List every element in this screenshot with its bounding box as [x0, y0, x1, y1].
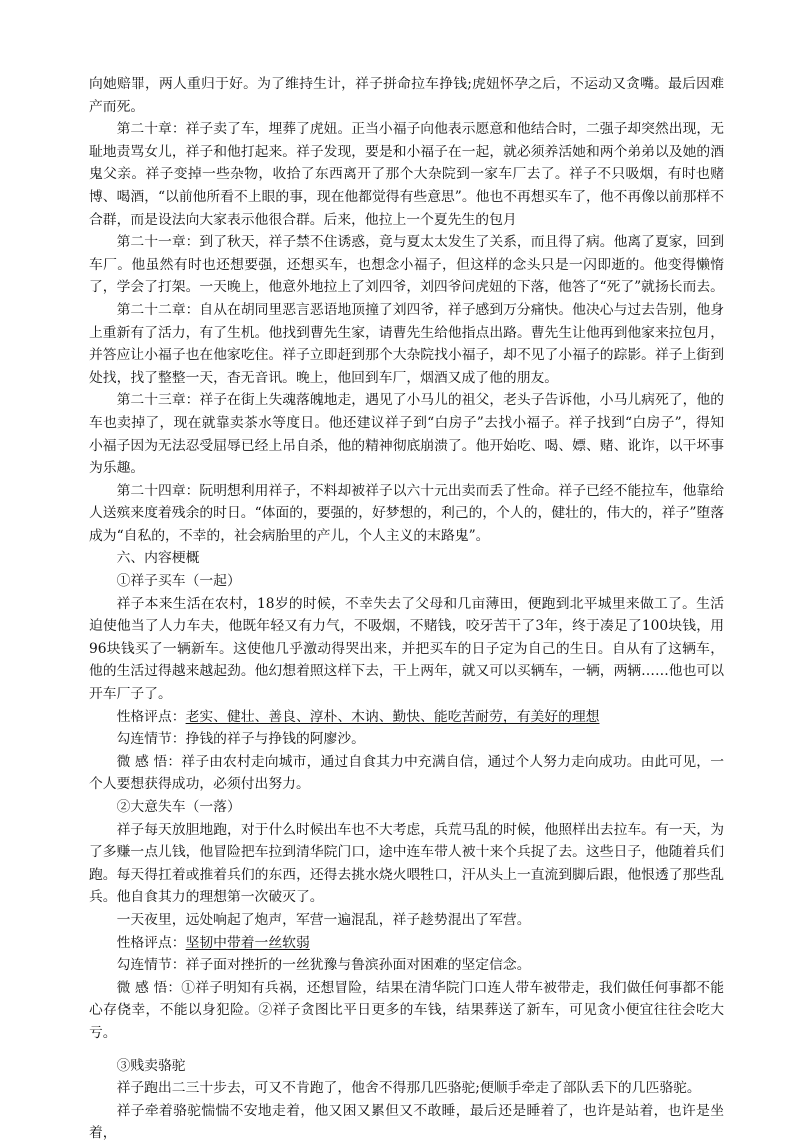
- paragraph-sell-camels: 祥子跑出二三十步去，可又不肯跑了，他舍不得那几匹骆驼;便顺手牵走了部队丢下的几匹骆驼。: [116, 1080, 701, 1097]
- plot-link-value: 挣钱的祥子与挣钱的阿廖沙。: [185, 731, 365, 748]
- character-review-value: 坚韧中带着一丝软弱: [185, 934, 310, 951]
- subsection-title-sell-camels: ③贱卖骆驼: [116, 1057, 186, 1074]
- paragraph-lose-cart: 祥子每天放胆地跑，对于什么时候出车也不大考虑，兵荒马乱的时候，他照样出去拉车。有一天，为了多赚一点儿钱，他冒险把车拉到清华院门口，途中连车带人被十来个兵捉了去。这些日子，他随着兵们跑。每天得扛着或推着兵们的东西，还得去挑水烧火喂牲口，汗从头上一直流到脚后跟，他恨透了那些乱兵。他自食其力的理想第一次破灭了。: [89, 821, 724, 906]
- paragraph-chapter-23: 第二十三章：祥子在街上失魂落魄地走，遇见了小马儿的祖父，老头子告诉他，小马儿病死了，他的车也卖掉了，现在就靠卖茶水等度日。他还建议祥子到“白房子”去找小福子。祥子找到“白房子”，得知小福子因为无法忍受屈辱已经上吊自杀，他的精神彻底崩溃了。他开始吃、喝、嫖、赌、讹诈，以干坏事为乐趣。: [89, 392, 724, 477]
- insight-label: 微 感 悟：: [116, 753, 182, 770]
- character-review-label: 性格评点：: [116, 934, 186, 951]
- insight-2: [89, 977, 724, 1045]
- plot-link-1: [89, 728, 724, 751]
- paragraph-chapter-20: 第二十章：祥子卖了车，埋葬了虎妞。正当小福子向他表示愿意和他结合时，二强子却突然出现，无耻地责骂女儿，祥子和他打起来。祥子发现，要是和小福子在一起，就必须养活她和两个弟弟以及她的酒鬼父亲。祥子变掉一些杂物，收拾了东西离开了那个大杂院到一家车厂去了。祥子不只吸烟，有时也赌博、喝酒，“以前他所看不上眼的事，现在他都觉得有些意思”。他也不再想买车了，他不再像以前那样不合群，而是设法向大家表示他很合群。后来，他拉上一个夏先生的包月: [89, 121, 724, 228]
- insight-1: [89, 751, 724, 796]
- insight-label: 微 感 悟：: [116, 979, 182, 996]
- insight-value: ①祥子明知有兵祸，还想冒险，结果在清华院门口连人带车被带走，我们做任何事都不能心存侥幸，不能以身犯险。②祥子贪图比平日更多的车钱，结果葬送了新车，可见贪小便宜往往会吃大亏。: [89, 979, 725, 1041]
- paragraph-camels-continued: 祥子牵着骆驼惴惴不安地走着，他又困又累但又不敢睡，最后还是睡着了，也许是站着，也许是坐着，: [89, 1102, 724, 1142]
- paragraph-escape-camp: 一天夜里，远处响起了炮声，军营一遍混乱，祥子趁势混出了军营。: [116, 911, 531, 928]
- paragraph-chapter-22: 第二十二章：自从在胡同里恶言恶语地顶撞了刘四爷，祥子感到万分痛快。他决心与过去告别，他身上重新有了活力，有了生机。他找到曹先生家，请曹先生给他指点出路。曹先生让他再到他家来拉包月，并答应让小福子也在他家吃住。祥子立即赶到那个大杂院找小福子，却不见了小福子的踪影。祥子上街到处找，找了整整一天，杳无音讯。晚上，他回到车厂，烟酒又成了他的朋友。: [89, 301, 724, 386]
- plot-link-label: 勾连情节：: [116, 731, 186, 748]
- subsection-title-lose-cart: ②大意失车（一落）: [116, 799, 241, 815]
- plot-link-value: 祥子面对挫折的一丝犹豫与鲁滨孙面对困难的坚定信念。: [185, 957, 531, 974]
- character-review-value: 老实、健壮、善良、淳朴、木讷、勤快、能吃苦耐劳，有美好的理想: [185, 708, 600, 725]
- paragraph-buy-cart: 祥子本来生活在农村，18岁的时候，不幸失去了父母和几亩薄田，便跑到北平城里来做工了。生活迫使他当了人力车夫，他既年轻又有力气，不吸烟，不赌钱，咬牙苦干了3年，终于凑足了100块钱，用96块钱买了一辆新车。这使他几乎激动得哭出来，并把买车的日子定为自己的生日。自从有了这辆车，他的生活过得越来越起劲。他幻想着照这样下去，干上两年，就又可以买辆车，一辆，两辆……他也可以开车厂子了。: [89, 595, 724, 703]
- paragraph-continuation: 向她赔罪，两人重归于好。为了维持生计，祥子拼命拉车挣钱;虎妞怀孕之后，不运动又贪嘴。最后因难产而死。: [89, 76, 724, 115]
- character-review-label: 性格评点：: [116, 708, 186, 725]
- section-heading-summary: 六、内容梗概: [116, 550, 200, 567]
- character-review-1: [89, 706, 724, 729]
- insight-value: 祥子由农村走向城市，通过自食其力中充满自信，通过个人努力走向成功。由此可见，一个人要想获得成功，必须付出努力。: [89, 753, 725, 793]
- subsection-title-buy-cart: ①祥子买车（一起）: [116, 573, 241, 590]
- paragraph-chapter-24: 第二十四章：阮明想利用祥子，不料却被祥子以六十元出卖而丢了性命。祥子已经不能拉车，他靠给人送殡来度着残余的时日。“体面的，要强的，好梦想的，利己的，个人的，健壮的，伟大的，祥子”堕落成为“自私的，不幸的，社会病胎里的产儿，个人主义的末路鬼”。: [89, 482, 724, 544]
- character-review-2: [89, 932, 724, 955]
- paragraph-chapter-21: 第二十一章：到了秋天，祥子禁不住诱惑，竟与夏太太发生了关系，而且得了病。他离了夏家，回到车厂。他虽然有时也还想要强，还想买车，也想念小福子，但这样的念头只是一闪即逝的。他变得懒惰了，学会了打架。一天晚上，他意外地拉上了刘四爷，刘四爷问虎妞的下落，他答了“死了”就扬长而去。: [89, 234, 724, 296]
- plot-link-label: 勾连情节：: [116, 957, 186, 974]
- plot-link-2: [89, 954, 724, 977]
